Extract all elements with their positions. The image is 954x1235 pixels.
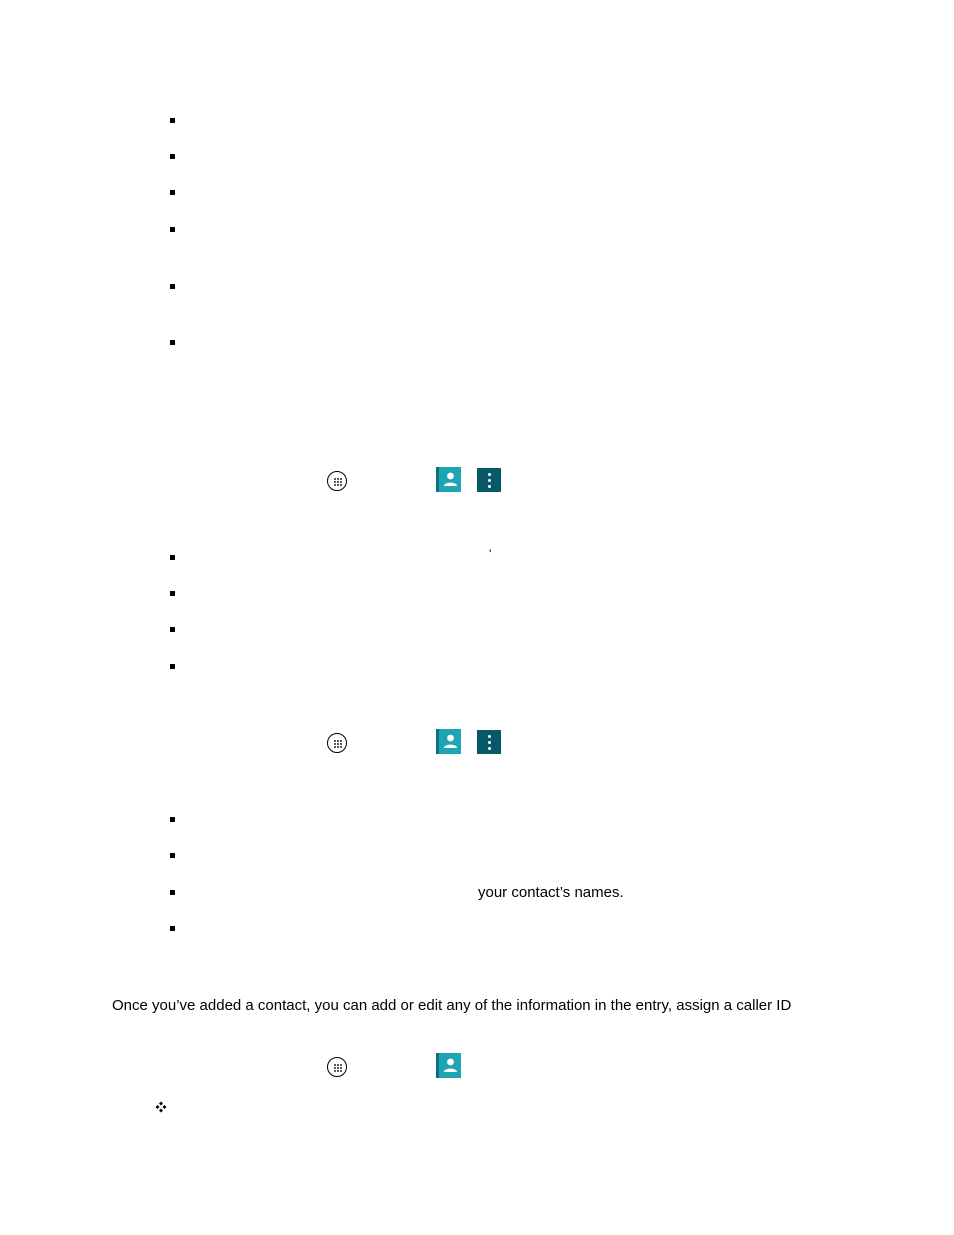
list-bullet xyxy=(170,627,175,632)
diamond-bullet-icon xyxy=(155,1101,167,1113)
contacts-person-glyph xyxy=(436,467,461,492)
apps-icon-glyph xyxy=(328,1058,348,1078)
menu-dot xyxy=(488,741,491,744)
list-bullet xyxy=(170,926,175,931)
list-bullet xyxy=(170,555,175,560)
list-bullet xyxy=(170,227,175,232)
apps-icon xyxy=(327,471,347,491)
menu-dot xyxy=(488,735,491,738)
menu-dot xyxy=(488,747,491,750)
apostrophe-mark: ' xyxy=(489,547,492,561)
apps-icon-glyph xyxy=(328,734,348,754)
menu-dot xyxy=(488,485,491,488)
contacts-person-glyph xyxy=(436,729,461,754)
list-bullet xyxy=(170,190,175,195)
list-bullet xyxy=(170,591,175,596)
menu-dot xyxy=(488,479,491,482)
apps-icon xyxy=(327,1057,347,1077)
list-bullet xyxy=(170,664,175,669)
more-options-icon xyxy=(477,468,501,492)
list-bullet xyxy=(170,853,175,858)
paragraph-once-added: Once you’ve added a contact, you can add or edit any of the information in the entry, assign a caller ID xyxy=(112,997,792,1014)
menu-dot xyxy=(488,473,491,476)
contacts-icon xyxy=(436,729,461,754)
list-bullet xyxy=(170,284,175,289)
list-bullet xyxy=(170,118,175,123)
list-bullet xyxy=(170,154,175,159)
contacts-icon xyxy=(436,467,461,492)
apps-icon-glyph xyxy=(328,472,348,492)
more-options-icon xyxy=(477,730,501,754)
contacts-person-glyph xyxy=(436,1053,461,1078)
list-bullet xyxy=(170,890,175,895)
bullet-text-contact-names: your contact’s names. xyxy=(478,884,624,901)
list-bullet xyxy=(170,817,175,822)
contacts-icon xyxy=(436,1053,461,1078)
apps-icon xyxy=(327,733,347,753)
list-bullet xyxy=(170,340,175,345)
